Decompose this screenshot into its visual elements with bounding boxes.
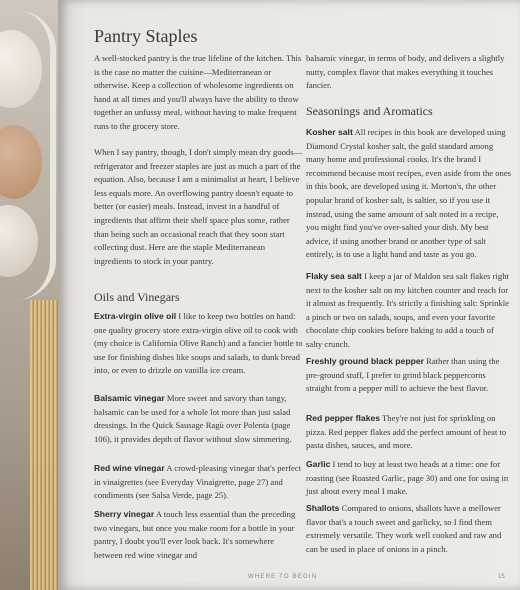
entry-term: Balsamic vinegar — [94, 393, 165, 403]
page-number: 15 — [498, 574, 505, 580]
book-page — [58, 0, 520, 590]
entry-text: Rather than using the pre-ground stuff, I prefer to grind black peppercorns straight from a pepper mill to achieve the best flavor. — [306, 356, 500, 394]
food-photo — [0, 0, 58, 590]
sherry-continued: balsamic vinegar, in terms of body, and delivers a slightly nutty, complex flavor that makes everything it touches fancier. — [306, 53, 505, 91]
seasonings-heading: Seasonings and Aromatics — [306, 104, 433, 118]
oil-entry — [94, 310, 304, 378]
vinegar-entry — [94, 508, 304, 562]
entry-term: Kosher salt — [306, 127, 353, 137]
entry-term: Freshly ground black pepper — [306, 356, 424, 366]
seasoning-entry — [306, 126, 512, 262]
entry-text: Compared to onions, shallots have a mellower flavor that's a touch sweet and garlicky, so I find them extremely versatile. They work well cooked and raw and can be used in place of onions in a pinch. — [306, 503, 502, 554]
entry-term: Sherry vinegar — [94, 509, 155, 519]
pasta-shape — [30, 300, 58, 590]
seasoning-entry — [306, 270, 512, 352]
entry-text: More sweet and savory than tangy, balsamic can be used for a whole lot more than just salad dressings. In the Quick Sausage Ragù over Polenta (page 106), it provides depth of flavor without slow simmering. — [94, 393, 292, 444]
oils-heading: Oils and Vinegars — [94, 290, 180, 304]
entry-text: I like to keep two bottles on hand: one quality grocery store extra-virgin olive oil to cook with (my choice is California Olive Ranch) and a fancier bottle to use for finishing dishes like soups and salads, to dunk bread into, or even to drizzle on vanilla ice cream. — [94, 311, 303, 376]
entry-text: I tend to buy at least two heads at a time: one for roasting (see Roasted Garlic, page 30) and one for using in just about every meal I make. — [306, 459, 509, 497]
entry-term: Shallots — [306, 503, 340, 513]
entry-text: They're not just for sprinkling on pizza. Red pepper flakes add the perfect amount of heat to pasta dishes, sauces, and more. — [306, 413, 507, 451]
vinegar-entry — [94, 392, 304, 446]
entry-text: A touch less essential than the preceding two vinegars, but once you make room for a bottle in your pantry, I doubt you'll ever look back. It's somewhere between red wine vinegar and — [94, 509, 296, 560]
entry-term: Red pepper flakes — [306, 413, 381, 423]
entry-term: Flaky sea salt — [306, 271, 362, 281]
seasoning-entry — [306, 355, 512, 396]
entry-term: Red wine vinegar — [94, 463, 165, 473]
entry-text: I keep a jar of Maldon sea salt flakes right next to the kosher salt on my kitchen counter and reach for it almost as frequently. It's strictly a finishing salt: Sprinkle a pinch or two on salads, soups, and even your favorite chocolate chip cookies before baking to add a touch of salty crunch. — [306, 271, 509, 349]
intro-paragraph-2: When I say pantry, though, I don't simply mean dry goods—refrigerator and freezer staples are just as much a part of the equation. Also, because I am a minimalist at heart, I believe less equals more. An overflowing pantry doesn't equate to better (or easier) meals. Instead, invest in a handful of ingredients that affirm their shelf space plus some, rather than being such an occasional reach that they soon start collecting dust. Here are the staple Mediterranean ingredients to stock in your pantry. — [94, 147, 303, 266]
running-footer: WHERE TO BEGIN — [248, 574, 318, 580]
seasoning-entry — [306, 458, 512, 499]
entry-term: Garlic — [306, 459, 331, 469]
intro-paragraph-1: A well-stocked pantry is the true lifeline of the kitchen. This is the case no matter the cuisine—Mediterranean or otherwise. Keep a collection of wholesome ingredients on hand at all times and you'll always have the ability to throw together an unfussy meal, without having to make frequent runs to the grocery store. — [94, 53, 302, 131]
seasoning-entry — [306, 412, 512, 453]
entry-text: A crowd-pleasing vinegar that's perfect in vinaigrettes (see Everyday Vinaigrette, page 27) and condiments (see Salsa Verde, page 25). — [94, 463, 302, 501]
vinegar-entry — [94, 462, 304, 503]
seasoning-entry — [306, 502, 512, 556]
page-title: Pantry Staples — [94, 26, 198, 46]
entry-term: Extra-virgin olive oil — [94, 311, 177, 321]
entry-text: All recipes in this book are developed using Diamond Crystal kosher salt, the gold standard among many home and professional cooks. It's the brand I recommend because most recipes, even aside from the ones in this book, are developed using it. Morton's, the other popular brand of kosher salt, is saltier, so if you use it instead, using the same amount of salt noted in a recipe, you might find you've over-salted your dish. My best advice, if using another brand or another type of salt entirely, is to use a light hand and taste as you go. — [306, 127, 511, 260]
